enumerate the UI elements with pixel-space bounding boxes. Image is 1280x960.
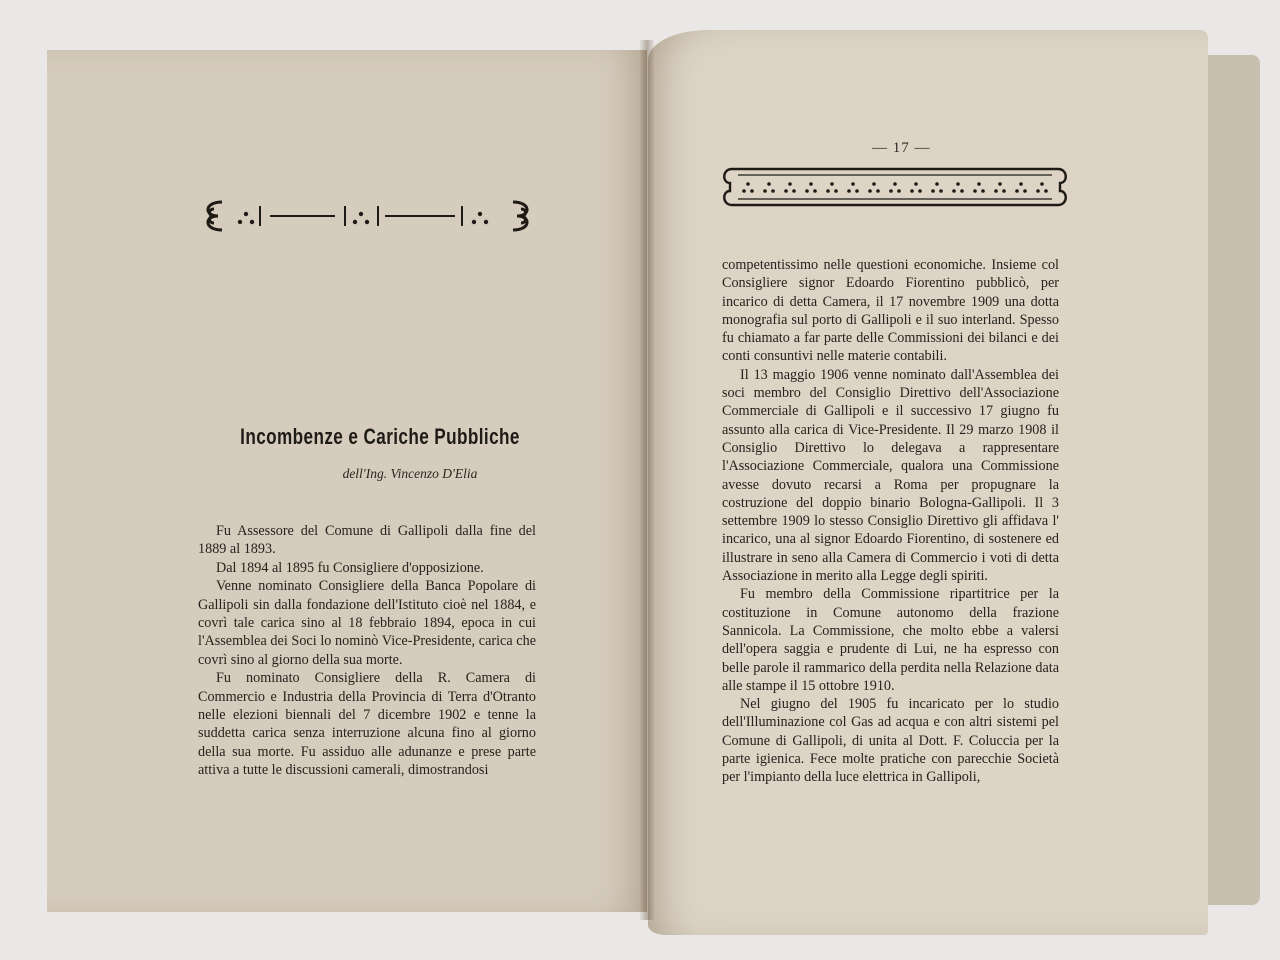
paragraph: competentissimo nelle questioni economiche. Insieme col Consigliere signor Edoardo Fiorentino pubblicò, per incarico di detta Camera, il 17 novembre 1909 una dotta monografia sul porto di Gallipoli e il suo interland. Spesso fu chiamato a far parte delle Commissioni dei bilanci e dei conti consuntivi nelle materie contabili. [722,257,1059,365]
section-subtitle: dell'Ing. Vincenzo D'Elia [342,466,478,481]
paragraph: Dal 1894 al 1895 fu Consigliere d'opposizione. [216,559,484,576]
paragraph: Il 13 maggio 1906 venne nominato dall'Assemblea dei soci membro del Consiglio Direttivo dell'Associazione Commerciale di Gallipoli e il successivo 17 giugno fu assunto alla carica di Vice-Presidente. Il 29 marzo 1908 il Consiglio Direttivo lo delegava a rappresentare l'Associazione Commerciale, qualora una Commissione avesse dovuto recarsi a Roma per propugnare la costruzione del doppio binario Bologna-Gallipoli. Il 3 settembre 1909 lo stesso Consiglio Direttivo gli affidava l' incarico, una al signor Edoardo Fiorentino, di sostenere ed illustrare in seno alla Camera di Commercio i voti di detta Associazione in merito alla Legge degli spiriti. [722,366,1059,585]
paragraph: Fu Assessore del Comune di Gallipoli dalla fine del 1889 al 1893. [198,523,536,558]
decorative-ornament-right [718,163,1072,211]
paragraph: Nel giugno del 1905 fu incaricato per lo studio dell'Illuminazione col Gas ad acqua e con altri sistemi pel Comune di Gallipoli, di unita al Dott. F. Coluccia per la parte igienica. Fece molte pratiche con parecchie Società per l'impianto della luce elettrica in Gallipoli, [722,696,1059,786]
paragraph: Fu membro della Commissione ripartitrice per la costituzione in Comune autonomo della frazione Sannicola. La Commissione, che molto ebbe a valersi dell'opera saggia e prudente di Lui, ne ha espresso con belle parole il rammarico della perdita nella Relazione data alle stampe il 15 ottobre 1910. [722,586,1059,694]
right-body-text [722,256,1059,787]
decorative-ornament-left [200,192,535,240]
book-gutter [640,40,654,920]
page-number: — 17 — [872,140,931,156]
section-title: Incombenze e Cariche Pubbliche [240,424,520,449]
paragraph: Fu nominato Consigliere della R. Camera di Commercio e Industria della Provincia di Terra d'Otranto nelle elezioni biennali del 7 dicembre 1902 e tenne la suddetta carica senza interruzione alcuna fino al giorno della sua morte. Fu assiduo alle adunanze e prese parte attiva a tutte le discussioni camerali, dimostrandosi [198,670,536,779]
paragraph: Venne nominato Consigliere della Banca Popolare di Gallipoli sin dalla fondazione dell'Istituto cioè nel 1884, e covrì tale carica sino al 18 febbraio 1894, epoca in cui l'Assemblea dei Soci lo nominò Vice-Presidente, carica che covrì sino al giorno della sua morte. [198,578,536,668]
left-body-text [198,522,536,780]
